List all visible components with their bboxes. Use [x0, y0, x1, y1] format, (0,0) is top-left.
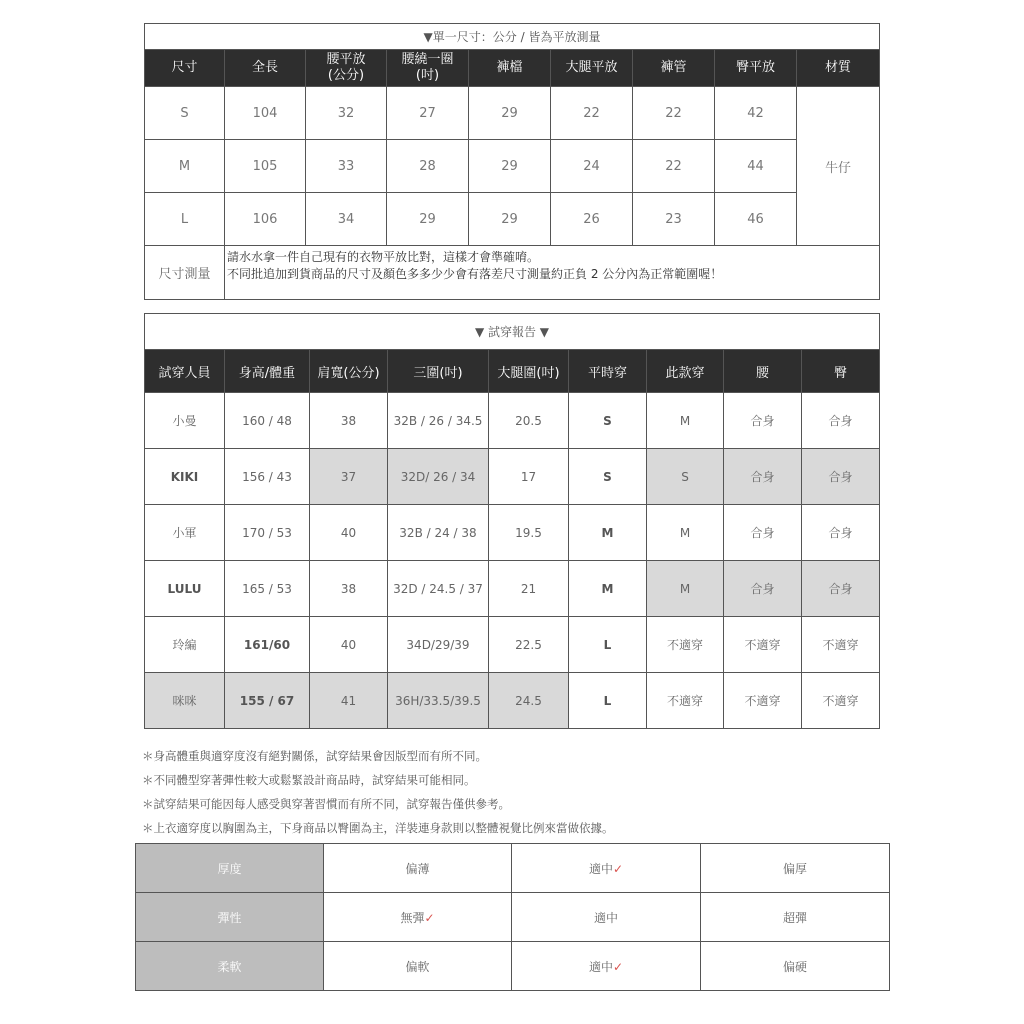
size-cell: 42 [715, 87, 797, 140]
note-item: ＊身高體重與適穿度沒有絕對關係，試穿結果會因版型而有所不同。 [142, 749, 487, 763]
fit-cell: 32D/ 26 / 34 [388, 449, 489, 505]
fit-cell: 165 / 53 [225, 561, 310, 617]
size-note-row [145, 246, 880, 300]
fit-cell: 161/60 [225, 617, 310, 673]
fabric-label: 厚度 [136, 844, 324, 893]
size-header-cell: 褲管 [633, 50, 715, 87]
fit-cell: 小軍 [145, 505, 225, 561]
fabric-option-label: 無彈 [400, 910, 425, 925]
size-cell: L [145, 193, 225, 246]
size-header-cell: 臀平放 [715, 50, 797, 87]
fit-cell: M [647, 505, 724, 561]
fit-cell: 不適穿 [724, 617, 802, 673]
fit-cell: 20.5 [489, 393, 569, 449]
fit-cell: M [647, 393, 724, 449]
fabric-option-label: 偏硬 [782, 959, 807, 974]
fit-cell: L [569, 617, 647, 673]
note-item: ＊不同體型穿著彈性較大或鬆緊設計商品時，試穿結果可能相同。 [142, 773, 476, 787]
fit-header-cell: 腰 [724, 350, 802, 393]
size-note-line: 不同批追加到貨商品的尺寸及顏色多多少少會有落差尺寸測量約正負 2 公分內為正常範圍喔！ [227, 267, 723, 281]
size-note-line: 請水水拿一件自己現有的衣物平放比對，這樣才會準確唷。 [227, 250, 540, 264]
fit-cell: 32B / 24 / 38 [388, 505, 489, 561]
size-cell: 26 [551, 193, 633, 246]
size-table [144, 23, 880, 300]
fabric-label: 彈性 [136, 893, 324, 942]
fit-header-cell: 臀 [802, 350, 880, 393]
material-cell: 牛仔 [797, 87, 880, 246]
fit-cell: S [569, 393, 647, 449]
size-cell: 44 [715, 140, 797, 193]
fabric-option [324, 942, 512, 991]
fit-cell: 合身 [802, 561, 880, 617]
size-row [145, 87, 880, 140]
fabric-option [512, 942, 701, 991]
size-note [225, 246, 880, 300]
fit-report-caption: ▼ 試穿報告 ▼ [145, 314, 880, 350]
size-header-cell: 材質 [797, 50, 880, 87]
fit-cell: 41 [310, 673, 388, 729]
notes-list [142, 747, 614, 843]
fit-cell: 155 / 67 [225, 673, 310, 729]
fit-header-cell: 身高/體重 [225, 350, 310, 393]
size-cell: 32 [306, 87, 387, 140]
fabric-option [512, 844, 701, 893]
fit-row [145, 505, 880, 561]
fit-header-cell: 肩寬(公分) [310, 350, 388, 393]
fabric-option [701, 942, 890, 991]
size-cell: 46 [715, 193, 797, 246]
size-cell: 33 [306, 140, 387, 193]
fabric-option-label: 超彈 [782, 910, 807, 925]
fabric-option [324, 844, 512, 893]
size-table-header-row [145, 50, 880, 87]
size-cell: 29 [469, 140, 551, 193]
fit-cell: 不適穿 [802, 617, 880, 673]
size-cell: 23 [633, 193, 715, 246]
fabric-option-label: 偏軟 [405, 959, 430, 974]
fabric-option [324, 893, 512, 942]
fit-cell: 156 / 43 [225, 449, 310, 505]
fabric-option-label: 適中 [588, 959, 613, 974]
size-cell: 22 [633, 140, 715, 193]
check-icon: ✓ [424, 910, 435, 925]
size-cell: 34 [306, 193, 387, 246]
fit-report-header-row [145, 350, 880, 393]
fit-cell: 32B / 26 / 34.5 [388, 393, 489, 449]
fit-cell: M [569, 561, 647, 617]
size-table-caption: ▼單一尺寸：公分 / 皆為平放測量 [145, 24, 880, 50]
fit-cell: S [569, 449, 647, 505]
size-cell: 106 [225, 193, 306, 246]
size-header-cell: 全長 [225, 50, 306, 87]
fabric-row [136, 942, 890, 991]
fabric-option-label: 偏厚 [782, 861, 807, 876]
fit-header-cell: 大腿圍(吋) [489, 350, 569, 393]
fit-cell: 22.5 [489, 617, 569, 673]
fit-header-cell: 平時穿 [569, 350, 647, 393]
fit-cell: 合身 [802, 393, 880, 449]
fit-cell: 小曼 [145, 393, 225, 449]
fit-cell: 19.5 [489, 505, 569, 561]
fit-cell: 不適穿 [647, 673, 724, 729]
size-cell: 22 [633, 87, 715, 140]
fabric-option [512, 893, 701, 942]
fit-row [145, 673, 880, 729]
fit-header-cell: 此款穿 [647, 350, 724, 393]
size-cell: S [145, 87, 225, 140]
fit-header-cell: 試穿人員 [145, 350, 225, 393]
fit-cell: LULU [145, 561, 225, 617]
fit-cell: 34D/29/39 [388, 617, 489, 673]
fabric-option [701, 844, 890, 893]
size-cell: 29 [469, 193, 551, 246]
fit-cell: 170 / 53 [225, 505, 310, 561]
fit-cell: 40 [310, 505, 388, 561]
size-row [145, 193, 880, 246]
fabric-option-label: 適中 [593, 910, 618, 925]
fit-cell: KIKI [145, 449, 225, 505]
fit-cell: 不適穿 [724, 673, 802, 729]
fit-cell: 合身 [724, 393, 802, 449]
size-header-cell: 褲檔 [469, 50, 551, 87]
fit-cell: 不適穿 [802, 673, 880, 729]
fit-cell: 合身 [724, 449, 802, 505]
fit-cell: 玲編 [145, 617, 225, 673]
size-cell: M [145, 140, 225, 193]
fit-row [145, 393, 880, 449]
size-cell: 105 [225, 140, 306, 193]
fit-cell: 24.5 [489, 673, 569, 729]
fit-cell: 160 / 48 [225, 393, 310, 449]
check-icon: ✓ [612, 959, 624, 974]
size-header-cell: 腰平放 (公分) [306, 50, 387, 87]
fabric-option [701, 893, 890, 942]
fit-cell: 合身 [802, 449, 880, 505]
size-cell: 27 [387, 87, 469, 140]
fabric-option-label: 適中 [588, 861, 613, 876]
fit-cell: 36H/33.5/39.5 [388, 673, 489, 729]
fit-cell: S [647, 449, 724, 505]
size-cell: 29 [387, 193, 469, 246]
size-cell: 24 [551, 140, 633, 193]
fit-cell: 38 [310, 561, 388, 617]
fit-row [145, 561, 880, 617]
size-header-cell: 腰繞一圈 (吋) [387, 50, 469, 87]
fit-cell: M [647, 561, 724, 617]
fit-cell: 不適穿 [647, 617, 724, 673]
fit-row [145, 449, 880, 505]
size-note-label: 尺寸測量 [145, 246, 225, 300]
size-header-cell: 大腿平放 [551, 50, 633, 87]
fabric-option-label: 偏薄 [405, 861, 430, 876]
fit-cell: 32D / 24.5 / 37 [388, 561, 489, 617]
note-item: ＊上衣適穿度以胸圍為主，下身商品以臀圍為主，洋裝連身款則以整體視覺比例來當做依據。 [142, 821, 614, 835]
check-icon: ✓ [612, 861, 624, 876]
fit-cell: 合身 [802, 505, 880, 561]
fit-cell: 合身 [724, 505, 802, 561]
fit-report-table [144, 313, 880, 729]
fit-cell: M [569, 505, 647, 561]
size-cell: 29 [469, 87, 551, 140]
fit-cell: 38 [310, 393, 388, 449]
size-cell: 28 [387, 140, 469, 193]
fit-header-cell: 三圍(吋) [388, 350, 489, 393]
fit-cell: 咪咪 [145, 673, 225, 729]
fit-cell: 40 [310, 617, 388, 673]
fabric-label: 柔軟 [136, 942, 324, 991]
size-header-cell: 尺寸 [145, 50, 225, 87]
fit-cell: L [569, 673, 647, 729]
fabric-row [136, 844, 890, 893]
fit-cell: 合身 [724, 561, 802, 617]
fit-cell: 21 [489, 561, 569, 617]
fit-cell: 37 [310, 449, 388, 505]
size-cell: 104 [225, 87, 306, 140]
fit-row [145, 617, 880, 673]
fabric-feel-table [135, 843, 890, 991]
note-item: ＊試穿結果可能因每人感受與穿著習慣而有所不同，試穿報告僅供參考。 [142, 797, 510, 811]
fabric-row [136, 893, 890, 942]
fit-cell: 17 [489, 449, 569, 505]
size-row [145, 140, 880, 193]
size-cell: 22 [551, 87, 633, 140]
